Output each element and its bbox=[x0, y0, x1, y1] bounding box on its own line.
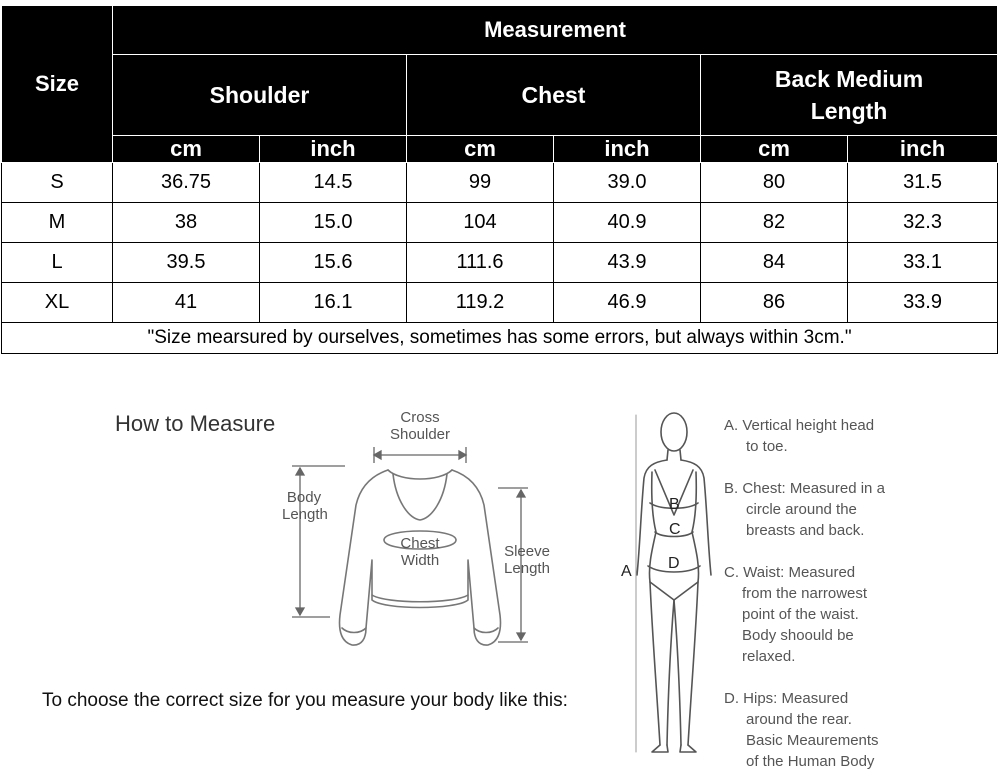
letter-b: B bbox=[669, 496, 680, 513]
chest-width-label bbox=[392, 535, 448, 569]
cross-shoulder-label bbox=[380, 409, 460, 443]
torso-right bbox=[692, 472, 699, 582]
unit-header: cm bbox=[407, 136, 554, 163]
legend-d-line: of the Human Body bbox=[746, 753, 875, 770]
sleeve-length-line2: Length bbox=[504, 560, 550, 577]
unit-header: inch bbox=[260, 136, 407, 163]
value-cell: 38 bbox=[113, 203, 260, 243]
value-cell: 99 bbox=[407, 163, 554, 203]
value-cell: 40.9 bbox=[554, 203, 701, 243]
value-cell: 86 bbox=[701, 283, 848, 323]
unit-header: cm bbox=[113, 136, 260, 163]
legend-c-line: Body shoould be bbox=[742, 627, 854, 644]
sweater-neckline bbox=[388, 470, 452, 479]
legend-b-line: circle around the bbox=[746, 501, 857, 518]
shoulder-header: Shoulder bbox=[113, 55, 407, 136]
value-cell: 41 bbox=[113, 283, 260, 323]
letter-a: A bbox=[621, 563, 632, 580]
cross-shoulder-line1: Cross bbox=[400, 409, 440, 426]
value-cell: 32.3 bbox=[848, 203, 998, 243]
value-cell: 119.2 bbox=[407, 283, 554, 323]
legend-c-line: point of the waist. bbox=[742, 606, 859, 623]
value-cell: 31.5 bbox=[848, 163, 998, 203]
legend-a-line: A. Vertical height head bbox=[724, 417, 875, 434]
sleeve-cuff-right bbox=[474, 628, 498, 633]
size-cell: M bbox=[2, 203, 113, 243]
legend-d-line: around the rear. bbox=[746, 711, 852, 728]
body-length-line1: Body bbox=[286, 489, 322, 506]
right-foot bbox=[680, 745, 696, 752]
measurement-header: Measurement bbox=[113, 6, 998, 55]
size-header: Size bbox=[2, 6, 113, 163]
value-cell: 80 bbox=[701, 163, 848, 203]
sweater-collar bbox=[393, 474, 447, 520]
chest-width-line1: Chest bbox=[400, 535, 440, 552]
legend-d-line: Basic Meaurements bbox=[746, 732, 879, 749]
value-cell: 111.6 bbox=[407, 243, 554, 283]
sleeve-cuff-left bbox=[342, 628, 366, 633]
legend-c-line: relaxed. bbox=[742, 648, 796, 665]
legend-d bbox=[724, 688, 994, 772]
unit-header: inch bbox=[848, 136, 998, 163]
letter-c: C bbox=[669, 521, 681, 538]
head bbox=[661, 413, 687, 451]
legend-c-line: from the narrowest bbox=[742, 585, 868, 602]
value-cell: 15.6 bbox=[260, 243, 407, 283]
value-cell: 39.5 bbox=[113, 243, 260, 283]
torso-left bbox=[649, 472, 656, 582]
right-leg bbox=[674, 582, 698, 745]
back-medium-line2: Length bbox=[810, 98, 888, 124]
chest-width-line2: Width bbox=[400, 552, 440, 569]
how-to-measure-title: How to Measure bbox=[115, 411, 276, 436]
value-cell: 15.0 bbox=[260, 203, 407, 243]
size-cell: XL bbox=[2, 283, 113, 323]
legend-b-line: breasts and back. bbox=[746, 522, 865, 539]
size-cell: L bbox=[2, 243, 113, 283]
sweater-hem bbox=[372, 595, 468, 602]
value-cell: 43.9 bbox=[554, 243, 701, 283]
legend-a-line: to toe. bbox=[746, 438, 788, 455]
value-cell: 104 bbox=[407, 203, 554, 243]
letter-d: D bbox=[668, 555, 680, 572]
value-cell: 82 bbox=[701, 203, 848, 243]
legend-d-line: D. Hips: Measured bbox=[724, 690, 849, 707]
back-medium-line1: Back Medium bbox=[774, 66, 924, 92]
chest-header: Chest bbox=[407, 55, 701, 136]
measurement-note: "Size mearsured by ourselves, sometimes has some errors, but always within 3cm." bbox=[2, 323, 998, 354]
legend-a bbox=[724, 415, 994, 457]
legend-c-line: C. Waist: Measured bbox=[724, 564, 856, 581]
sleeve-length-line1: Sleeve bbox=[504, 543, 550, 560]
legend-b bbox=[724, 478, 994, 541]
size-cell: S bbox=[2, 163, 113, 203]
unit-header: cm bbox=[701, 136, 848, 163]
left-foot bbox=[652, 745, 668, 752]
sleeve-length-label bbox=[499, 543, 555, 577]
choose-size-instruction: To choose the correct size for you measure your body like this: bbox=[42, 690, 568, 711]
value-cell: 36.75 bbox=[113, 163, 260, 203]
legend-c bbox=[724, 562, 994, 667]
unit-header: inch bbox=[554, 136, 701, 163]
value-cell: 84 bbox=[701, 243, 848, 283]
body-length-label bbox=[282, 489, 326, 523]
value-cell: 33.1 bbox=[848, 243, 998, 283]
swimsuit-bottom bbox=[650, 582, 698, 600]
value-cell: 39.0 bbox=[554, 163, 701, 203]
legend-b-line: B. Chest: Measured in a bbox=[724, 480, 885, 497]
value-cell: 33.9 bbox=[848, 283, 998, 323]
body-length-line2: Length bbox=[282, 506, 328, 523]
value-cell: 46.9 bbox=[554, 283, 701, 323]
value-cell: 16.1 bbox=[260, 283, 407, 323]
value-cell: 14.5 bbox=[260, 163, 407, 203]
left-leg bbox=[650, 582, 674, 745]
cross-shoulder-line2: Shoulder bbox=[389, 426, 451, 443]
human-body-sketch bbox=[636, 413, 711, 752]
